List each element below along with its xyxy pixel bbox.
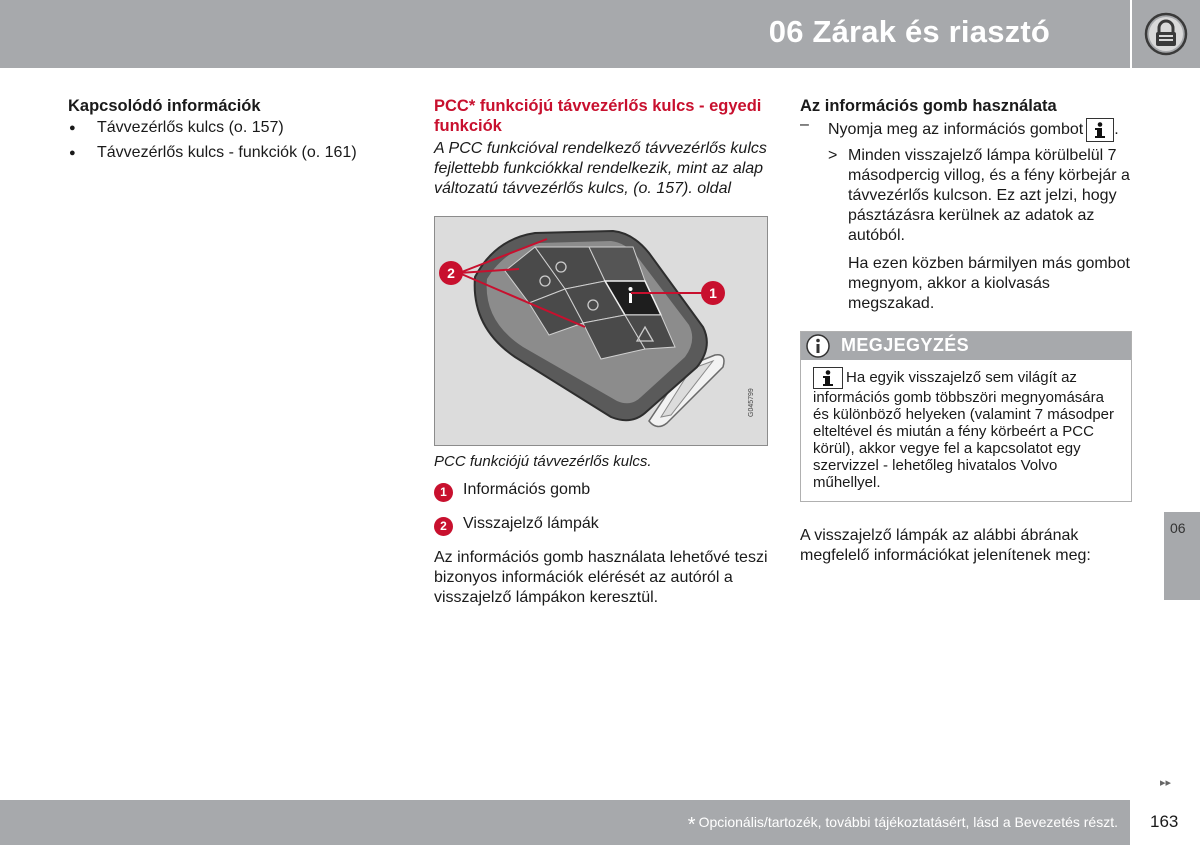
result-marker: > (828, 147, 838, 164)
step-dash: – (800, 116, 809, 133)
related-info-list (68, 118, 388, 163)
related-link-remote-key[interactable]: ● Távvezérlős kulcs (o. 157) (68, 118, 388, 138)
legend-item-2 (434, 514, 769, 536)
note-body (801, 360, 1131, 501)
footer-asterisk: * (687, 814, 696, 836)
callout-2-label: 2 (447, 265, 455, 281)
pcc-key-illustration (435, 217, 768, 446)
legend-badge-1: 1 (434, 483, 453, 502)
legend-text-2: Visszajelző lámpák (463, 515, 599, 532)
step-end: . (1114, 121, 1119, 139)
page-number-box (1132, 800, 1200, 845)
pcc-key-column (434, 96, 769, 608)
closing-paragraph: A visszajelző lámpák az alábbi ábrának megfelelő információkat jelenítenek meg: (800, 527, 1091, 564)
info-circle-icon (805, 334, 831, 358)
figure-code: G045799 (748, 388, 755, 417)
note-box (800, 331, 1132, 502)
result-text: Minden visszajelző lámpa körülbelül 7 másodpercig villog, és a fény körbejár a távvezérlős kulcson. Ez azt jelzi, hogy pásztázásra kerülnek az adatok az autóból. (848, 147, 1130, 244)
section-intro: A PCC funkcióval rendelkező távvezérlős kulcs fejlettebb funkciókkal rendelkezik, mint az alap változatú távvezérlős kulcs, (o. 157). oldal (434, 140, 767, 197)
note-text: Ha egyik visszajelző sem világít az információs gomb többszöri megnyomására és különböző helyeken (valamint 7 másodper elteltével és miután a fény körbeért a PCC körül), akkor vegye fel a kapcsolatot egy szervizzel - lehetőleg hivatalos Volvo műhellyel. (813, 368, 1115, 491)
result-paragraph: Ha ezen közben bármilyen más gombot megnyom, akkor a kiolvasás megszakad. (848, 255, 1130, 312)
chapter-side-tab[interactable] (1164, 512, 1200, 600)
info-button-paragraph: Az információs gomb használata lehetővé teszi bizonyos információk elérését az autóról a visszajelző lámpákon keresztül. (434, 549, 768, 606)
note-title: MEGJEGYZÉS (841, 335, 970, 355)
header-bar (0, 0, 1130, 68)
pcc-key-figure (434, 216, 768, 446)
continue-arrow-icon: ▸▸ (1160, 777, 1172, 789)
callout-1-label: 1 (709, 285, 717, 301)
footer-note-text: Opcionális/tartozék, további tájékoztatásért, lásd a Bevezetés részt. (698, 814, 1118, 830)
info-button-icon-note (813, 367, 843, 389)
padlock-icon (1144, 12, 1188, 56)
chapter-icon-box (1132, 0, 1200, 68)
info-button-usage-column (800, 96, 1132, 566)
usage-result (800, 146, 1132, 246)
legend-item-1 (434, 480, 769, 502)
side-tab-label: 06 (1170, 520, 1186, 536)
step-text: Nyomja meg az információs gombot (828, 121, 1084, 139)
chapter-title: 06 Zárak és riasztó (768, 14, 1050, 49)
related-info-heading: Kapcsolódó információk (68, 97, 261, 115)
page-number: 163 (1150, 812, 1179, 831)
info-button-icon (1086, 118, 1114, 142)
legend-text-1: Információs gomb (463, 481, 591, 498)
usage-heading: Az információs gomb használata (800, 97, 1057, 115)
related-info-column (68, 96, 388, 168)
section-title: PCC* funkciójú távvezérlős kulcs - egyedi funkciók (434, 97, 762, 135)
figure-caption: PCC funkciójú távvezérlős kulcs. (434, 453, 652, 470)
footer-note (688, 814, 1118, 837)
note-header (801, 332, 1131, 360)
legend-badge-2: 2 (434, 517, 453, 536)
usage-step (800, 118, 1132, 142)
related-link-remote-key-functions[interactable]: ● Távvezérlős kulcs - funkciók (o. 161) (68, 143, 388, 163)
